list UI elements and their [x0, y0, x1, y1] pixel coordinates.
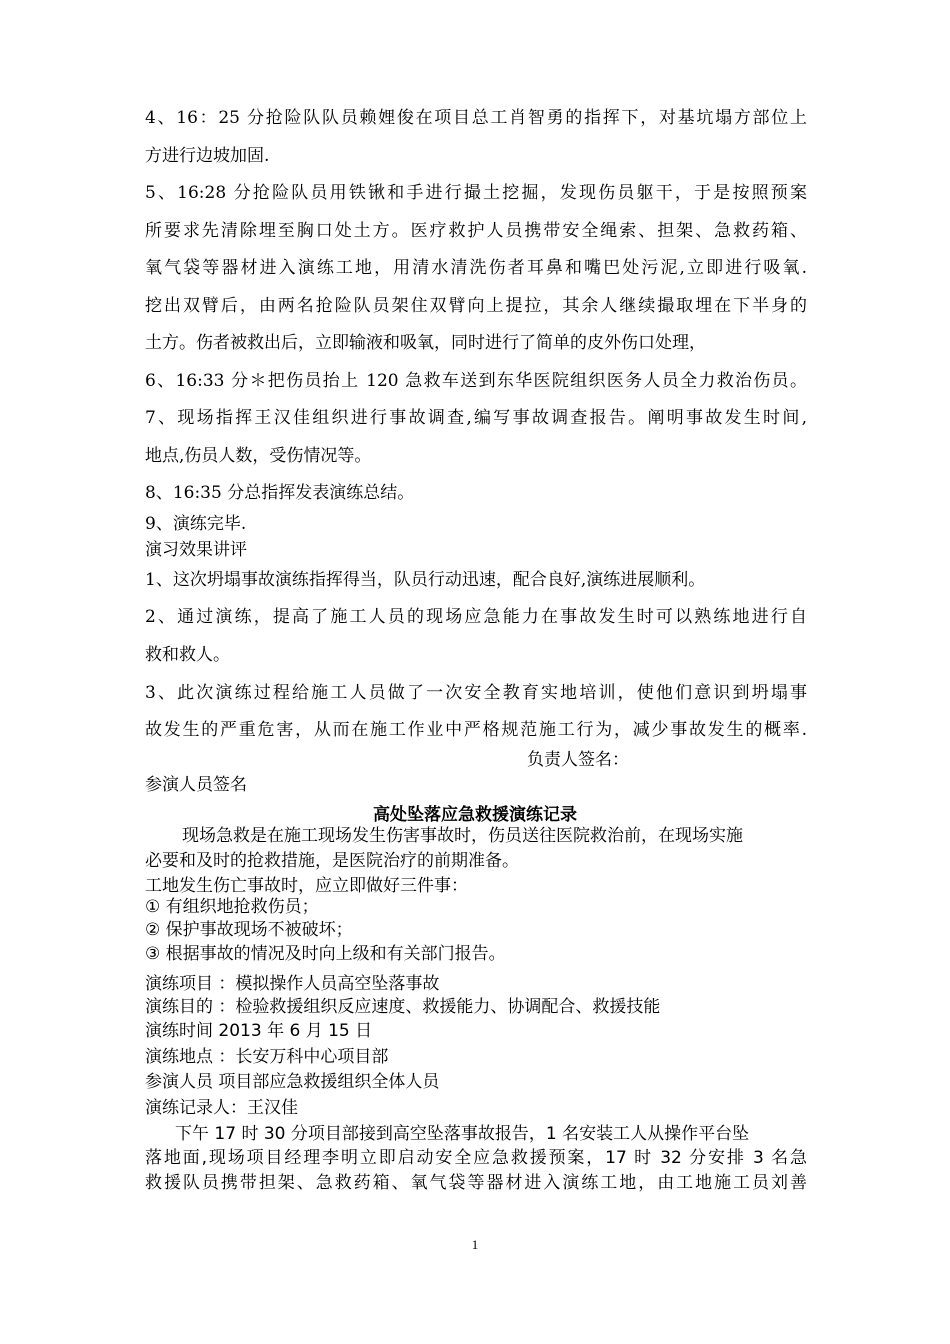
para-line: 土方。伤者被救出后，立即输液和吸氧，同时进行了简单的皮外伤口处理，	[145, 333, 706, 353]
para-line: 落地面,现场项目经理李明立即启动安全应急救援预案，17 时 32 分安排 3 名急	[145, 1148, 807, 1168]
para-line: 8、16:35 分总指挥发表演练总结。	[145, 483, 415, 503]
para-line: 4、16：25 分抢险队队员赖娌俊在项目总工肖智勇的指挥下，对基坑塌方部位上	[145, 108, 807, 128]
section-heading: 演习效果讲评	[145, 540, 247, 560]
para-line: 救援队员携带担架、急救药箱、氧气袋等器材进入演练工地，由工地施工员刘善	[145, 1173, 807, 1193]
signature-label: 参演人员签名	[145, 775, 247, 795]
page-title: 高处坠落应急救援演练记录	[373, 805, 577, 825]
field-row: 演练记录人：王汉佳	[145, 1098, 298, 1118]
para-line: 3、此次演练过程给施工人员做了一次安全教育实地培训，使他们意识到坍塌事	[145, 683, 807, 703]
signature-label: 负责人签名：	[527, 750, 629, 770]
para-line: 故发生的严重危害，从而在施工作业中严格规范施工行为，减少事故发生的概率.	[145, 720, 807, 740]
list-item: ③ 根据事故的情况及时向上级和有关部门报告。	[145, 944, 506, 964]
para-line: 1、这次坍塌事故演练指挥得当，队员行动迅速，配合良好,演练进展顺利。	[145, 570, 706, 590]
para-line: 地点,伤员人数，受伤情况等。	[145, 446, 372, 466]
para-line: 5、16:28 分抢险队员用铁锹和手进行撮土挖掘，发现伤员躯干，于是按照预案	[145, 183, 807, 203]
page-number: 1	[471, 1237, 479, 1252]
field-row: 演练目的 ：检验救援组织反应速度、救援能力、协调配合、救援技能	[145, 997, 661, 1017]
field-row: 演练项目 ：模拟操作人员高空坠落事故	[145, 974, 440, 994]
para-line: 必要和及时的抢救措施，是医院治疗的前期准备。	[145, 851, 519, 871]
list-item: ① 有组织地抢救伤员；	[145, 897, 319, 917]
para-line: 7、现场指挥王汉佳组织进行事故调查,编写事故调查报告。阐明事故发生时间,	[145, 408, 807, 428]
para-line: 方进行边坡加固.	[145, 146, 270, 166]
para-line: 6、16:33 分＊把伤员抬上 120 急救车送到东华医院组织医务人员全力救治伤员。	[145, 371, 807, 391]
para-line: 救和救人。	[145, 645, 230, 665]
para-line: 氧气袋等器材进入演练工地，用清水清洗伤者耳鼻和嘴巴处污泥,立即进行吸氧.	[145, 258, 807, 278]
list-item: ② 保护事故现场不被破坏；	[145, 920, 353, 940]
para-line: 2、通过演练，提高了施工人员的现场应急能力在事故发生时可以熟练地进行自	[145, 607, 807, 627]
field-row: 演练地点 ：长安万科中心项目部	[145, 1047, 389, 1067]
field-row: 演练时间 2013 年 6 月 15 日	[145, 1021, 373, 1041]
para-line: 下午 17 时 30 分项目部接到高空坠落事故报告，1 名安装工人从操作平台坠	[175, 1124, 750, 1144]
field-row: 参演人员 项目部应急救援组织全体人员	[145, 1072, 440, 1092]
para-line: 所要求先清除埋至胸口处土方。医疗救护人员携带安全绳索、担架、急救药箱、	[145, 221, 807, 241]
para-line: 挖出双臂后，由两名抢险队员架住双臂向上提拉，其余人继续撮取埋在下半身的	[145, 296, 807, 316]
para-line: 现场急救是在施工现场发生伤害事故时，伤员送往医院救治前，在现场实施	[182, 826, 743, 846]
para-line: 工地发生伤亡事故时，应立即做好三件事：	[145, 876, 468, 896]
para-line: 9、演练完毕.	[145, 514, 247, 534]
